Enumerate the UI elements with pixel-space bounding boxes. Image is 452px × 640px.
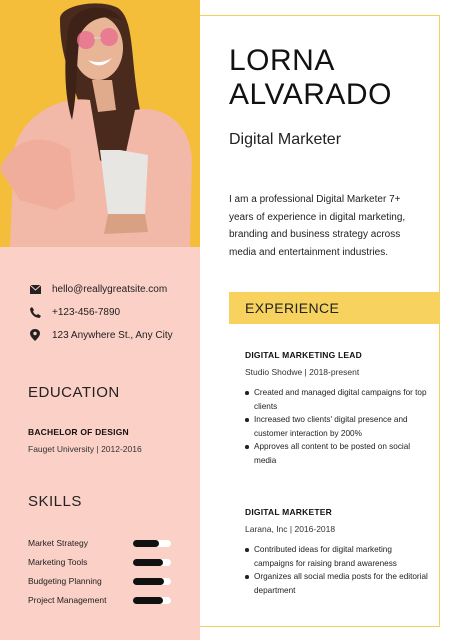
profile-summary: I am a professional Digital Marketer 7+ years of experience in digital marketing, branding and business strategy across media and entertainment industries. [229, 194, 406, 258]
name-line-1: LORNA [229, 44, 335, 77]
list-item: Organizes all social media posts for the editorial department [245, 570, 430, 597]
envelope-icon [29, 283, 41, 295]
contact-address [29, 328, 173, 342]
list-item: Approves all content to be posted on social media [245, 440, 430, 467]
skill-level-bar [133, 578, 171, 585]
list-item: Contributed ideas for digital marketing campaigns for raising brand awareness [245, 543, 430, 570]
skill-row [28, 576, 178, 588]
job-meta-2: Larana, Inc | 2016-2018 [245, 524, 336, 534]
job-title-1: DIGITAL MARKETING LEAD [245, 350, 362, 360]
skill-label: Budgeting Planning [28, 576, 102, 586]
experience-heading: EXPERIENCE [245, 300, 340, 316]
skill-row [28, 595, 178, 607]
job-entry-1 [245, 350, 430, 468]
contact-phone-text: +123-456-7890 [52, 306, 121, 318]
job-bullets-2 [245, 543, 430, 597]
skills-heading: SKILLS [28, 493, 82, 510]
skill-row [28, 538, 178, 550]
contact-email[interactable] [29, 282, 167, 296]
skill-level-fill [133, 578, 164, 585]
job-meta-1: Studio Shodwe | 2018-present [245, 367, 360, 377]
job-bullets-1 [245, 386, 430, 468]
skill-label: Project Management [28, 595, 107, 605]
phone-icon [29, 306, 41, 318]
experience-band [229, 292, 440, 324]
skill-label: Marketing Tools [28, 557, 88, 567]
name-line-2: ALVARADO [229, 78, 392, 111]
skill-level-fill [133, 559, 163, 566]
skill-level-bar [133, 559, 171, 566]
education-school: Fauget University | 2012-2016 [28, 444, 142, 454]
contact-phone[interactable] [29, 305, 120, 319]
list-item: Increased two clients' digital presence and customer interaction by 200% [245, 413, 430, 440]
location-pin-icon [29, 329, 41, 341]
education-heading: EDUCATION [28, 384, 120, 401]
skill-level-bar [133, 540, 171, 547]
skill-level-fill [133, 540, 159, 547]
contact-email-text: hello@reallygreatsite.com [52, 283, 168, 295]
skill-level-fill [133, 597, 163, 604]
education-degree: BACHELOR OF DESIGN [28, 427, 129, 437]
person-name [229, 44, 429, 112]
profile-photo [0, 0, 200, 247]
job-title: Digital Marketer [229, 131, 342, 148]
skill-level-bar [133, 597, 171, 604]
list-item: Created and managed digital campaigns for top clients [245, 386, 430, 413]
job-entry-2 [245, 507, 430, 597]
skill-row [28, 557, 178, 569]
skill-label: Market Strategy [28, 538, 88, 548]
contact-address-text: 123 Anywhere St., Any City [52, 329, 173, 341]
job-title-2: DIGITAL MARKETER [245, 507, 332, 517]
